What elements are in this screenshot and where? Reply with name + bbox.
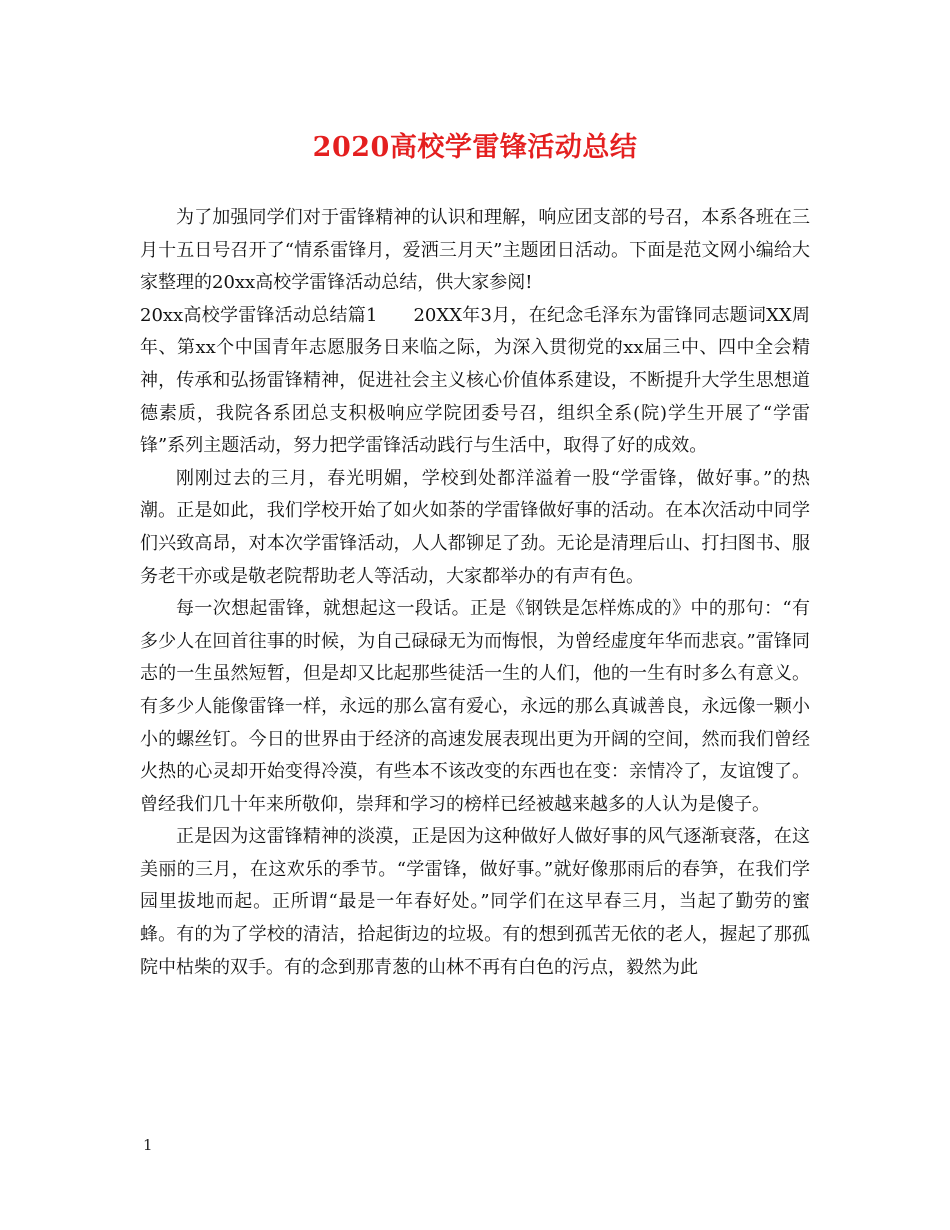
article-paragraph-1 <box>140 300 810 463</box>
document-body <box>140 202 810 984</box>
article-heading: 20xx高校学雷锋活动总结篇1 <box>140 304 378 326</box>
article-paragraph-2: 刚刚过去的三月，春光明媚，学校到处都洋溢着一股“学雷锋，做好事。”的热潮。正是如此，我们学校开始了如火如荼的学雷锋做好事的活动。在本次活动中同学们兴致高昂，对本次学雷锋活动，人人都铆足了劲。无论是清理后山、打扫图书、服务老干亦或是敬老院帮助老人等活动，大家都举办的有声有色。 <box>140 467 810 587</box>
document-title: 2020高校学雷锋活动总结 <box>312 132 638 163</box>
article-paragraph-1-first-line: 20XX年3月，在纪念毛泽东为雷锋同志题词XX <box>413 304 792 326</box>
article-paragraph-4: 正是因为这雷锋精神的淡漠，正是因为这种做好人做好事的风气逐渐衰落，在这美丽的三月，在这欢乐的季节。“学雷锋，做好事。”就好像那雨后的春笋，在我们学园里拔地而起。正所谓“最是一年春好处。”同学们在这早春三月，当起了勤劳的蜜蜂。有的为了学校的清洁，拾起街边的垃圾。有的想到孤苦无依的老人，握起了那孤院中枯柴的双手。有的念到那青葱的山林不再有白色的污点，毅然为此 <box>140 826 810 978</box>
article-paragraph-3: 每一次想起雷锋，就想起这一段话。正是《钢铁是怎样炼成的》中的那句：“有多少人在回首往事的时候，为自己碌碌无为而悔恨，为曾经虚度年华而悲哀。”雷锋同志的一生虽然短暂，但是却又比起那些徒活一生的人们，他的一生有时多么有意义。有多少人能像雷锋一样，永远的那么富有爱心，永远的那么真诚善良，永远像一颗小小的螺丝钉。今日的世界由于经济的高速发展表现出更为开阔的空间，然而我们曾经火热的心灵却开始变得冷漠，有些本不该改变的东西也在变：亲情冷了，友谊馊了。曾经我们几十年来所敬仰，崇拜和学习的榜样已经被越来越多的人认为是傻子。 <box>140 598 810 815</box>
page-number: 1 <box>143 1136 153 1154</box>
intro-paragraph: 为了加强同学们对于雷锋精神的认识和理解，响应团支部的号召，本系各班在三月十五日号召开了“情系雷锋月，爱洒三月天”主题团日活动。下面是范文网小编给大家整理的20xx高校学雷锋活动总结，供大家参阅! <box>140 207 810 294</box>
article-paragraph-1-rest: 周年、第xx个中国青年志愿服务日来临之际，为深入贯彻党的xx届三中、四中全会精神，传承和弘扬雷锋精神，促进社会主义核心价值体系建设，不断提升大学生思想道德素质，我院各系团总支积极响应学院团委号召，组织全系(院)学生开展了“学雷锋”系列主题活动，努力把学雷锋活动践行与生活中，取得了好的成效。 <box>140 304 810 457</box>
